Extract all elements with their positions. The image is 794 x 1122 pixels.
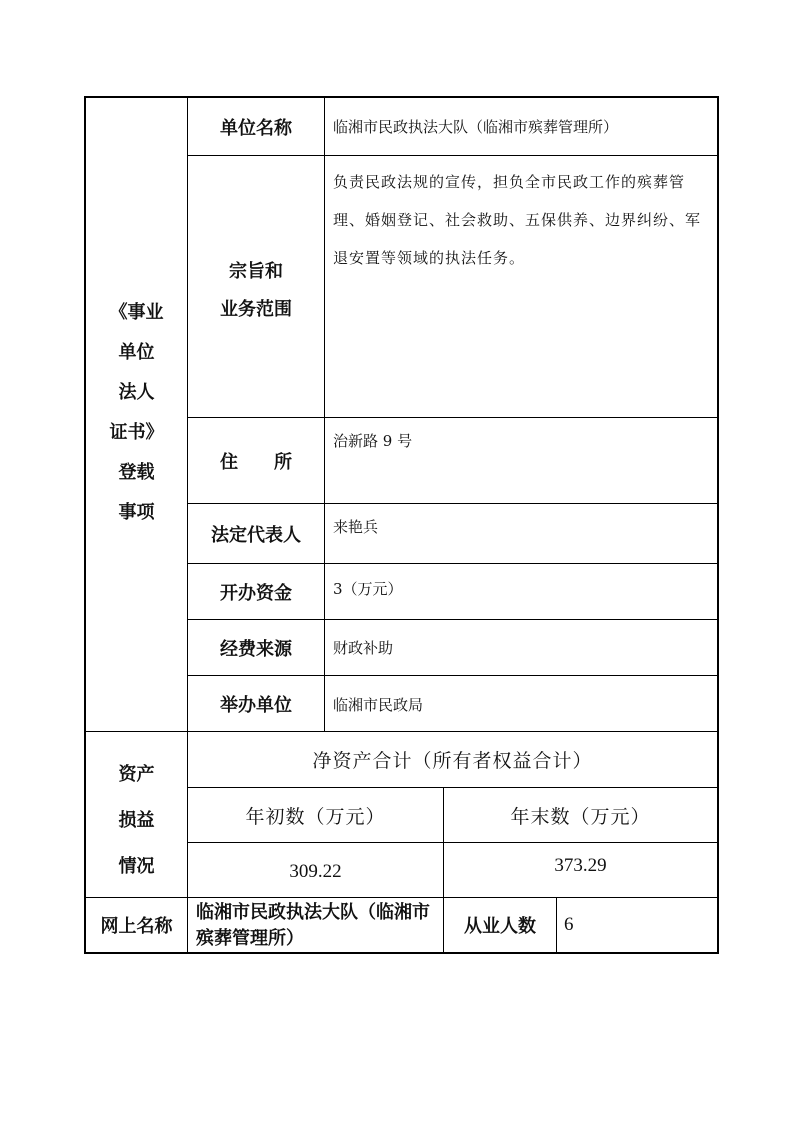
end-value: 373.29: [554, 855, 607, 876]
label-unit-name: 单位名称: [220, 117, 292, 139]
label-line: 业务范围: [220, 299, 292, 320]
value-funding-source: 财政补助: [333, 639, 394, 657]
label-address: 住 所: [220, 451, 292, 473]
title-line: 资产: [118, 764, 155, 785]
title-line: 法人: [118, 382, 155, 403]
online-name-label: 网上名称: [100, 916, 173, 937]
row-line: [187, 155, 718, 156]
staff-count-value: 6: [564, 914, 574, 935]
label-funding-source: 经费来源: [220, 638, 292, 660]
border-top: [84, 96, 719, 98]
border-bottom: [84, 952, 719, 954]
border-right: [717, 96, 719, 954]
title-line: 损益: [118, 810, 155, 831]
value-legal-rep: 来艳兵: [333, 518, 379, 536]
title-line: 证书》: [109, 422, 164, 443]
start-value: 309.22: [289, 861, 342, 882]
value-sponsor: 临湘市民政局: [333, 696, 424, 714]
staff-count-label: 从业人数: [464, 916, 536, 937]
net-assets-header: 净资产合计（所有者权益合计）: [312, 750, 593, 772]
divider-vertical-footer-2: [556, 897, 557, 953]
label-sponsor: 举办单位: [220, 694, 292, 716]
title-line: 情况: [118, 856, 155, 877]
value-unit-name: 临湘市民政执法大队（临湘市殡葬管理所）: [333, 118, 619, 136]
col-end-label: 年末数（万元）: [510, 805, 651, 828]
title-line: 登载: [118, 462, 155, 483]
label-start-capital: 开办资金: [220, 582, 292, 604]
title-line: 单位: [118, 342, 155, 363]
divider-vertical-label: [324, 96, 325, 732]
label-line: 宗旨和: [229, 261, 283, 282]
label-legal-rep: 法定代表人: [211, 524, 301, 546]
title-line: 事项: [118, 502, 155, 523]
value-start-capital: 3（万元）: [333, 580, 403, 598]
col-start-label: 年初数（万元）: [245, 805, 386, 828]
title-line: 《事业: [109, 302, 164, 323]
label-purpose-scope: [188, 253, 324, 329]
assets-section-title: [86, 760, 187, 878]
value-address: 治新路 9 号: [333, 432, 413, 450]
value-purpose-scope: 负责民政法规的宣传，担负全市民政工作的殡葬管理、婚姻登记、社会救助、五保供养、边界纠纷、军退安置等领域的执法任务。: [333, 173, 702, 267]
online-name-value: 临湘市民政执法大队（临湘市殡葬管理所）: [196, 902, 430, 949]
registration-section-title: [86, 298, 187, 524]
